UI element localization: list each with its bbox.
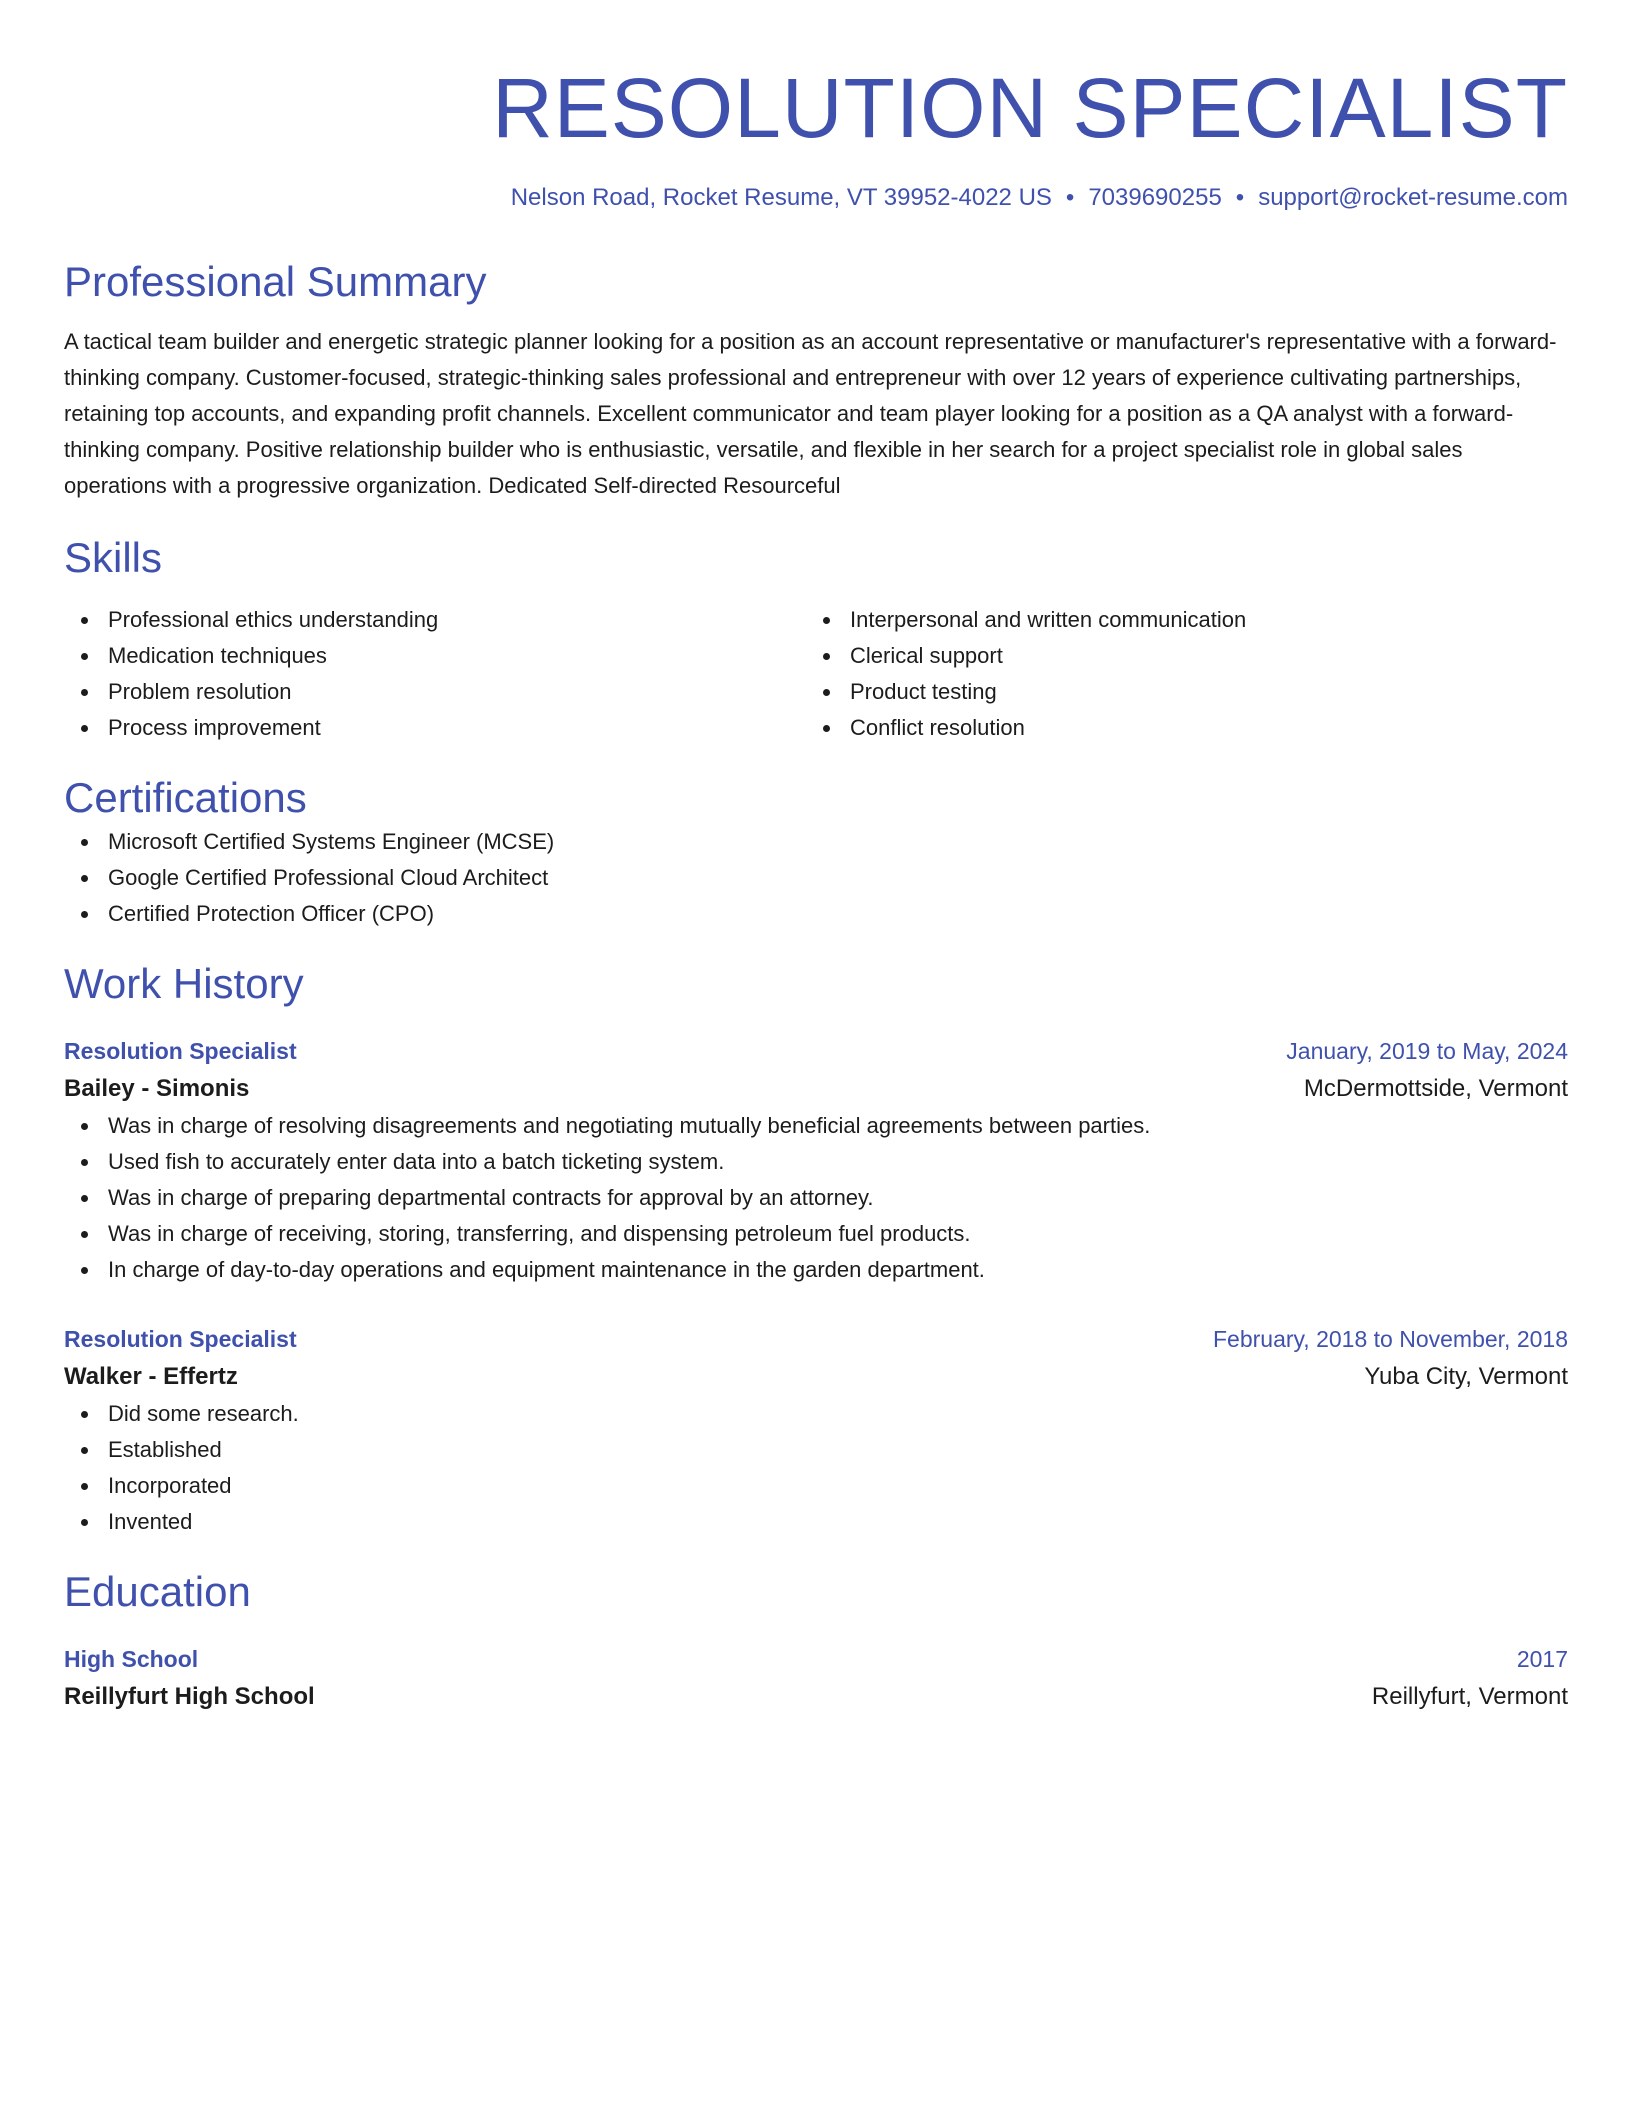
job-duties-list [64,1108,1568,1288]
job-location: Yuba City, Vermont [1364,1363,1568,1390]
section-title-work-history: Work History [64,960,304,1007]
education-header [64,1640,1568,1678]
job-entry [64,1032,1568,1288]
contact-email: support@rocket-resume.com [1258,184,1568,211]
job-duty-item: Used fish to accurately enter data into a batch ticketing system. [64,1144,1568,1180]
section-title-skills: Skills [64,534,163,581]
summary-text: A tactical team builder and energetic strategic planner looking for a position as an account representative or manufacturer's representative with a forward-thinking company. Customer-focused, strategic-thinking sales professional and entrepreneur with over 12 years of experience cultivating partnerships, retaining top accounts, and expanding profit channels. Excellent communicator and team player looking for a position as a QA analyst with a forward-thinking company. Positive relationship builder who is enthusiastic, versatile, and flexible in her search for a project specialist role in global sales operations with a progressive organization. Dedicated Self-directed Resourceful [64,329,1557,498]
skills-columns [64,602,1568,746]
job-location: McDermottside, Vermont [1303,1075,1568,1102]
job-subheader [64,1358,1568,1396]
job-duty-item: Did some research. [64,1396,1568,1432]
skills-list-left [64,602,806,746]
education-location: Reillyfurt, Vermont [1371,1683,1568,1710]
section-title-education: Education [64,1568,251,1615]
job-duty-item: Invented [64,1504,1568,1540]
contact-separator: • [1235,184,1245,211]
job-duty-item: Established [64,1432,1568,1468]
job-entry [64,1320,1568,1540]
job-role: Resolution Specialist [64,1038,297,1064]
job-subheader [64,1070,1568,1108]
section-title-summary: Professional Summary [64,258,487,305]
job-duty-item: Was in charge of preparing departmental contracts for approval by an attorney. [64,1180,1568,1216]
job-dates: February, 2018 to November, 2018 [1212,1326,1568,1352]
job-duty-item: Was in charge of resolving disagreements and negotiating mutually beneficial agreements between parties. [64,1108,1568,1144]
skill-item: Interpersonal and written communication [806,602,1548,638]
skills-list-right [806,602,1548,746]
job-company: Walker - Effertz [64,1363,238,1390]
certification-item: Certified Protection Officer (CPO) [64,896,1568,932]
section-title-certifications: Certifications [64,774,307,821]
job-duty-item: Was in charge of receiving, storing, transferring, and dispensing petroleum fuel products. [64,1216,1568,1252]
skill-item: Conflict resolution [806,710,1548,746]
contact-separator: • [1065,184,1075,211]
resume-title: RESOLUTION SPECIALIST [492,61,1568,155]
education-year: 2017 [1516,1646,1568,1672]
job-dates: January, 2019 to May, 2024 [1286,1038,1568,1064]
education-degree: High School [64,1646,199,1672]
certification-item: Microsoft Certified Systems Engineer (MCSE) [64,824,1568,860]
job-duty-item: In charge of day-to-day operations and equipment maintenance in the garden department. [64,1252,1568,1288]
job-duty-item: Incorporated [64,1468,1568,1504]
skill-item: Process improvement [64,710,806,746]
education-school: Reillyfurt High School [64,1683,315,1710]
education-subheader [64,1678,1568,1716]
contact-phone: 7039690255 [1088,184,1222,211]
job-company: Bailey - Simonis [64,1075,250,1102]
skill-item: Professional ethics understanding [64,602,806,638]
job-duties-list [64,1396,1568,1540]
skill-item: Problem resolution [64,674,806,710]
education-entry [64,1640,1568,1716]
job-header [64,1320,1568,1358]
job-header [64,1032,1568,1070]
job-role: Resolution Specialist [64,1326,297,1352]
skill-item: Clerical support [806,638,1548,674]
certifications-list [64,824,1568,932]
contact-line [64,182,1568,214]
contact-address: Nelson Road, Rocket Resume, VT 39952-4022 US [510,184,1052,211]
skill-item: Medication techniques [64,638,806,674]
certification-item: Google Certified Professional Cloud Architect [64,860,1568,896]
skill-item: Product testing [806,674,1548,710]
